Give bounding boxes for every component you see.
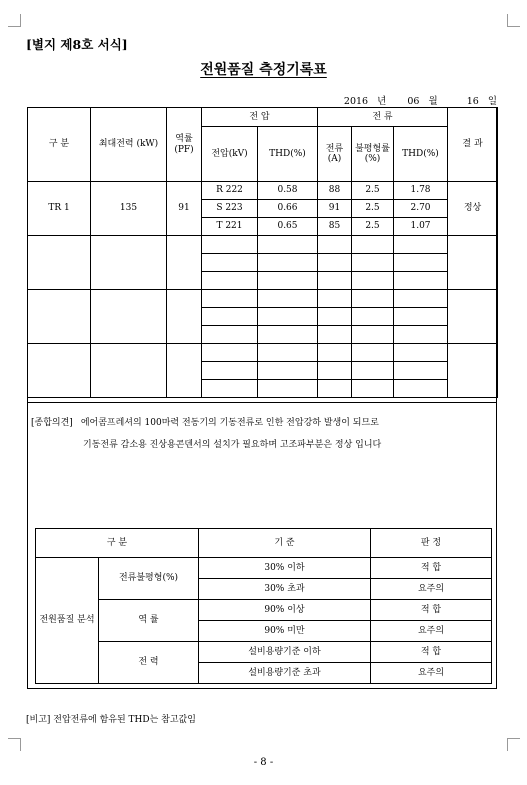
opinion-label: [종합의견] <box>31 418 73 428</box>
empty-cell <box>318 380 352 398</box>
header-voltage-thd: THD(%) <box>258 127 318 182</box>
date-year: 2016 <box>343 96 369 107</box>
phase-current: 85 <box>318 218 352 236</box>
empty-cell <box>28 236 91 290</box>
phase-voltage: T 221 <box>202 218 258 236</box>
empty-cell <box>352 344 394 362</box>
empty-cell <box>352 290 394 308</box>
criteria-standard: 90% 이상 <box>199 600 371 621</box>
empty-cell <box>394 236 448 254</box>
criteria-item-name: 전류불평형(%) <box>99 558 199 600</box>
empty-cell <box>318 254 352 272</box>
criteria-item-name: 전 력 <box>99 642 199 684</box>
empty-cell <box>352 236 394 254</box>
empty-cell <box>318 272 352 290</box>
empty-cell <box>352 254 394 272</box>
empty-cell <box>258 362 318 380</box>
phase-current-thd: 2.70 <box>394 200 448 218</box>
criteria-standard: 30% 초과 <box>199 579 371 600</box>
date-month: 06 <box>407 96 420 107</box>
empty-cell <box>28 290 91 344</box>
crop-mark-bottom-left <box>8 738 21 751</box>
empty-cell <box>352 272 394 290</box>
header-unbalance: 불평형률(%) <box>352 127 394 182</box>
empty-cell <box>202 308 258 326</box>
phase-current: 88 <box>318 182 352 200</box>
row-result: 정상 <box>448 182 498 236</box>
measurement-table <box>27 107 498 398</box>
criteria-judgement: 적 합 <box>371 558 492 579</box>
empty-cell <box>202 344 258 362</box>
phase-voltage-thd: 0.66 <box>258 200 318 218</box>
row-power-factor: 91 <box>167 182 202 236</box>
form-label: [별지 제8호 서식] <box>26 37 128 52</box>
criteria-judgement: 요주의 <box>371 621 492 642</box>
crop-mark-top-left <box>8 14 21 27</box>
page-number: - 8 - <box>253 757 274 768</box>
crop-mark-bottom-right <box>507 738 520 751</box>
phase-voltage: R 222 <box>202 182 258 200</box>
empty-cell <box>318 308 352 326</box>
empty-cell <box>394 362 448 380</box>
empty-cell <box>448 290 498 344</box>
empty-cell <box>202 272 258 290</box>
opinion-line-2: 기동전류 감소용 진상용콘덴서의 설치가 필요하며 고조파부분은 정상 입니다 <box>83 440 382 450</box>
phase-unbalance: 2.5 <box>352 218 394 236</box>
empty-cell <box>91 290 167 344</box>
phase-current-thd: 1.07 <box>394 218 448 236</box>
header-result: 결 과 <box>448 108 498 182</box>
criteria-judgement: 적 합 <box>371 642 492 663</box>
header-max-power: 최대전력 (kW) <box>91 108 167 182</box>
empty-cell <box>258 272 318 290</box>
empty-cell <box>202 326 258 344</box>
criteria-standard: 설비용량기준 이하 <box>199 642 371 663</box>
empty-cell <box>258 380 318 398</box>
phase-unbalance: 2.5 <box>352 182 394 200</box>
header-voltage: 전압(kV) <box>202 127 258 182</box>
footnote: [비고] 전압전류에 함유된 THD는 참고값임 <box>26 715 196 725</box>
phase-unbalance: 2.5 <box>352 200 394 218</box>
crop-mark-top-right <box>507 14 520 27</box>
criteria-item-name: 역 률 <box>99 600 199 642</box>
header-category: 구 분 <box>28 108 91 182</box>
empty-cell <box>202 290 258 308</box>
empty-cell <box>258 308 318 326</box>
date-day: 16 <box>466 96 479 107</box>
empty-cell <box>202 254 258 272</box>
opinion-line-1 <box>31 415 379 428</box>
empty-cell <box>394 308 448 326</box>
empty-cell <box>258 290 318 308</box>
phase-voltage-thd: 0.58 <box>258 182 318 200</box>
empty-cell <box>394 380 448 398</box>
row-name: TR 1 <box>28 182 91 236</box>
phase-voltage-thd: 0.65 <box>258 218 318 236</box>
empty-cell <box>318 362 352 380</box>
empty-cell <box>258 236 318 254</box>
empty-cell <box>202 362 258 380</box>
empty-cell <box>202 236 258 254</box>
empty-cell <box>28 344 91 398</box>
criteria-header-judgement: 판 정 <box>371 529 492 558</box>
header-current: 전류 (A) <box>318 127 352 182</box>
phase-voltage: S 223 <box>202 200 258 218</box>
empty-cell <box>318 344 352 362</box>
empty-cell <box>448 344 498 398</box>
empty-cell <box>448 236 498 290</box>
document-title <box>0 59 527 79</box>
criteria-standard: 설비용량기준 초과 <box>199 663 371 684</box>
header-voltage-group: 전 압 <box>202 108 318 127</box>
empty-cell <box>318 326 352 344</box>
phase-current: 91 <box>318 200 352 218</box>
date-day-unit: 일 <box>487 96 497 107</box>
empty-cell <box>318 290 352 308</box>
criteria-header-standard: 기 준 <box>199 529 371 558</box>
criteria-standard: 30% 이하 <box>199 558 371 579</box>
row-max-power: 135 <box>91 182 167 236</box>
phase-current-thd: 1.78 <box>394 182 448 200</box>
date-year-unit: 년 <box>377 96 387 107</box>
opinion-section <box>27 402 497 516</box>
date-month-unit: 월 <box>428 96 438 107</box>
empty-cell <box>202 380 258 398</box>
empty-cell <box>394 290 448 308</box>
header-current-thd: THD(%) <box>394 127 448 182</box>
empty-cell <box>318 236 352 254</box>
criteria-table <box>35 528 492 684</box>
opinion-text-1: 에어콤프레셔의 100마력 전동기의 기동전류로 인한 전압강하 발생이 되므로 <box>80 418 379 428</box>
empty-cell <box>394 254 448 272</box>
empty-cell <box>394 326 448 344</box>
empty-cell <box>167 236 202 290</box>
criteria-judgement: 요주의 <box>371 663 492 684</box>
empty-cell <box>394 272 448 290</box>
empty-cell <box>352 326 394 344</box>
date-line <box>338 93 497 107</box>
empty-cell <box>352 308 394 326</box>
empty-cell <box>258 254 318 272</box>
empty-cell <box>394 344 448 362</box>
criteria-judgement: 요주의 <box>371 579 492 600</box>
empty-cell <box>167 290 202 344</box>
empty-cell <box>352 362 394 380</box>
empty-cell <box>91 236 167 290</box>
document-title-text: 전원품질 측정기록표 <box>200 62 327 78</box>
header-current-group: 전 류 <box>318 108 448 127</box>
header-power-factor: 역률 (PF) <box>167 108 202 182</box>
empty-cell <box>167 344 202 398</box>
criteria-standard: 90% 미만 <box>199 621 371 642</box>
empty-cell <box>91 344 167 398</box>
empty-cell <box>352 380 394 398</box>
criteria-judgement: 적 합 <box>371 600 492 621</box>
empty-cell <box>258 344 318 362</box>
criteria-header-category: 구 분 <box>36 529 199 558</box>
empty-cell <box>258 326 318 344</box>
criteria-group: 전원품질 분석 <box>36 558 99 684</box>
